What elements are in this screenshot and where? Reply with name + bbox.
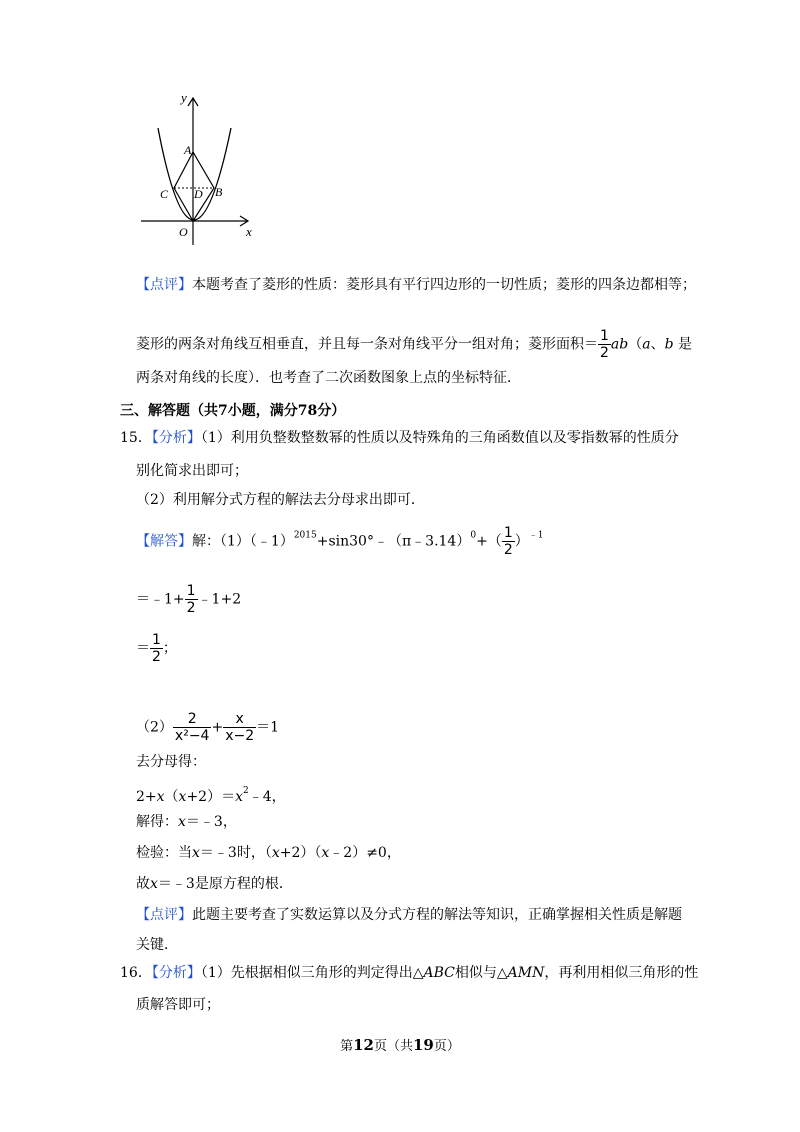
analysis-tag: 【分析】 xyxy=(151,430,201,446)
label-B: B xyxy=(215,185,223,199)
label-D: D xyxy=(194,187,203,201)
q15-comment-line2: 关键． xyxy=(136,937,178,953)
q16-analysis-line2: 质解答即可； xyxy=(136,997,220,1013)
q15-solve-line3: 解得：x＝﹣3， xyxy=(136,814,237,830)
parabola-curve xyxy=(158,128,231,220)
q15-part2-equation: （2） $\frac{2}{\text{x²−4}}$ + $\frac{x}{x-2}$ ＝1 xyxy=(136,711,280,744)
fraction-one-half: $\frac{1}{2}$ xyxy=(503,525,513,558)
q15-step2: ＝ $\frac{1}{2}$ ； xyxy=(136,632,177,665)
total-pages: 19 xyxy=(413,1036,434,1054)
page-footer: 第12页（共19页） xyxy=(340,1036,460,1054)
q15-answer-line1: 【解答】解：（1）（﹣1）$^{2015}$+sin30°﹣（π﹣3.14）$^0$+（ $\frac{1}{2}$ ）$^{﹣1}$ xyxy=(136,525,544,558)
q15-solve-line2: $2+x(x+2)=x^2﹣4$， xyxy=(136,786,286,805)
current-page: 12 xyxy=(353,1036,374,1054)
comment14-line1 xyxy=(136,275,696,295)
comment14-text2: 菱形的两条对角线互相垂直，并且每一条对角线平分一组对角；菱形面积＝ xyxy=(136,336,598,353)
label-x: x xyxy=(246,224,252,239)
q15-step1: ＝﹣1+ $\frac{1}{2}$ ﹣1+2 xyxy=(136,583,242,616)
comment14-text1: 本题考查了菱形的性质：菱形具有平行四边形的一切性质；菱形的四条边都相等； xyxy=(192,277,696,293)
parabola-rhombus-figure xyxy=(136,90,266,250)
q15-solve-line4: 检验：当x＝﹣3时，（x+2）（x﹣2）≠0， xyxy=(136,845,401,861)
q15-solve-line1: 去分母得： xyxy=(136,754,206,770)
label-O: O xyxy=(179,225,188,239)
q15-solve-line5: 故x＝﹣3是原方程的根． xyxy=(136,876,293,892)
analysis-tag: 【分析】 xyxy=(151,965,201,981)
q16-analysis-line1: 16．【分析】（1）先根据相似三角形的判定得出△ABC相似与△AMN，再利用相似三角形的性 xyxy=(120,965,699,981)
label-C: C xyxy=(160,187,169,201)
section-heading: 三、解答题（共7小题，满分78分） xyxy=(120,403,346,419)
q15-analysis-line3: （2）利用解分式方程的解法去分母求出即可． xyxy=(136,492,425,508)
q15-analysis-line1: 15．【分析】（1）利用负整数整数幂的性质以及特殊角的三角函数值以及零指数幂的性质分 xyxy=(120,430,679,446)
fraction-one-half: $\frac{1}{2}$ xyxy=(600,328,609,361)
label-A: A xyxy=(184,143,192,157)
comment14-line3: 两条对角线的长度）．也考查了二次函数图象上点的坐标特征． xyxy=(136,370,521,386)
comment14-line2: 菱形的两条对角线互相垂直，并且每一条对角线平分一组对角；菱形面积＝ $\frac{1}{2}$ ab（a、b 是 xyxy=(136,328,693,361)
comment-tag: 【点评】 xyxy=(136,907,192,923)
q15-analysis-line2: 别化简求出即可； xyxy=(136,463,248,479)
answer-tag: 【解答】 xyxy=(136,533,192,550)
comment-tag: 【点评】 xyxy=(136,277,192,293)
q15-comment-line1: 【点评】此题主要考查了实数运算以及分式方程的解法等知识，正确掌握相关性质是解题 xyxy=(136,907,682,923)
label-y: y xyxy=(181,90,187,105)
